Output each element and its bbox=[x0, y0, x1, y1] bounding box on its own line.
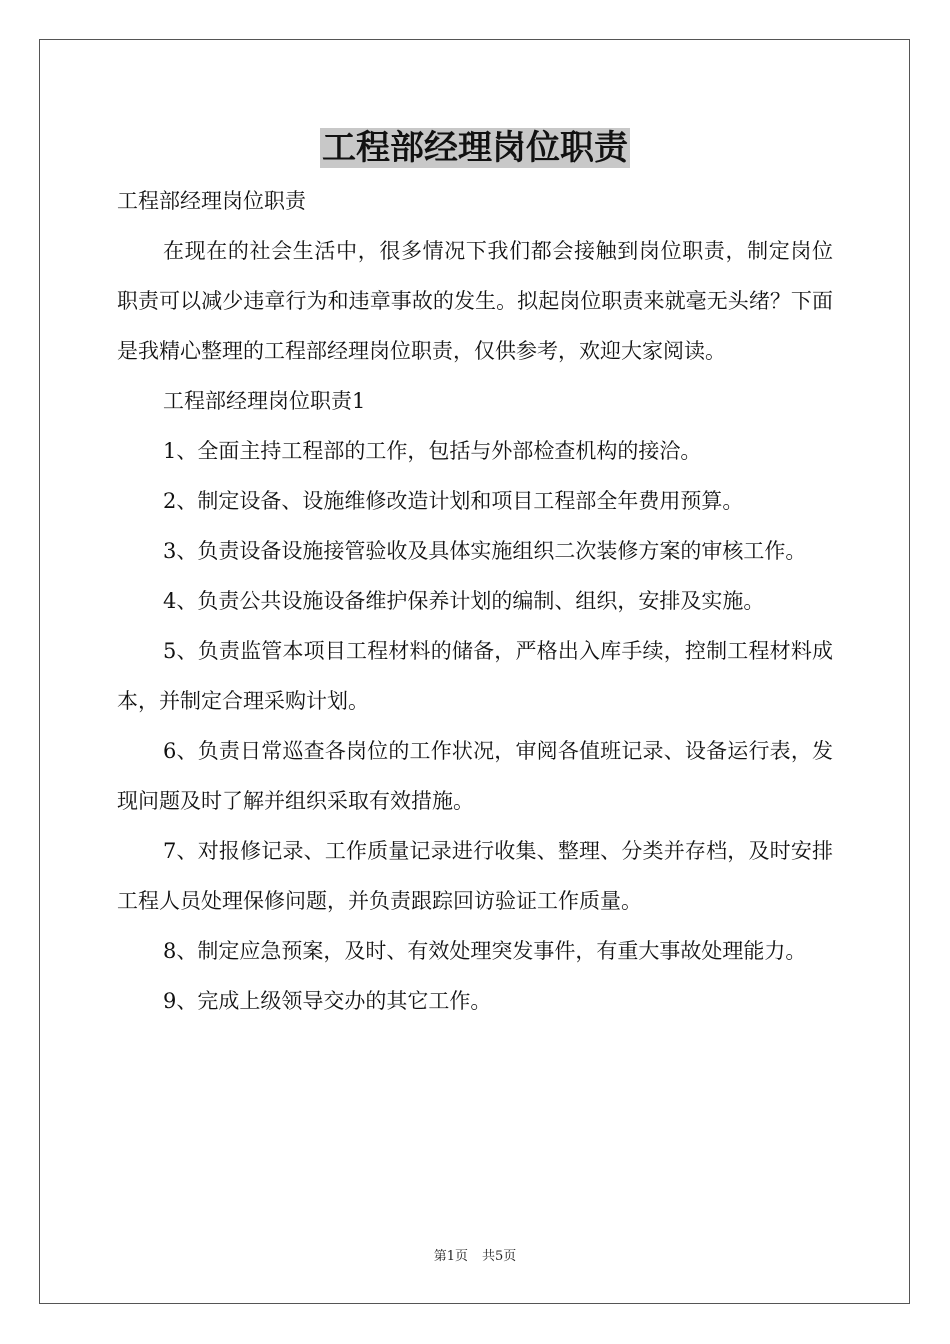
intro-paragraph: 在现在的社会生活中，很多情况下我们都会接触到岗位职责，制定岗位职责可以减少违章行为和违章事故的发生。拟起岗位职责来就毫无头绪？下面是我精心整理的工程部经理岗位职责，仅供参考，欢迎大家阅读。 bbox=[117, 239, 833, 363]
duty-item-5: 5、负责监管本项目工程材料的储备，严格出入库手续，控制工程材料成本，并制定合理采购计划。 bbox=[117, 639, 833, 713]
document-body bbox=[117, 176, 833, 1026]
duty-item-3: 3、负责设备设施接管验收及具体实施组织二次装修方案的审核工作。 bbox=[163, 539, 807, 563]
duty-item-9: 9、完成上级领导交办的其它工作。 bbox=[163, 989, 492, 1013]
document-title-text: 工程部经理岗位职责 bbox=[322, 128, 628, 168]
duty-item-2: 2、制定设备、设施维修改造计划和项目工程部全年费用预算。 bbox=[163, 489, 744, 513]
section-heading: 工程部经理岗位职责1 bbox=[163, 389, 366, 413]
page-total: 共5页 bbox=[482, 1249, 517, 1264]
page-number: 第1页 bbox=[433, 1249, 468, 1264]
page-footer bbox=[0, 1248, 950, 1266]
duty-item-1: 1、全面主持工程部的工作，包括与外部检查机构的接洽。 bbox=[163, 439, 702, 463]
document-subtitle: 工程部经理岗位职责 bbox=[117, 189, 306, 213]
duty-item-8: 8、制定应急预案，及时、有效处理突发事件，有重大事故处理能力。 bbox=[163, 939, 807, 963]
document-title bbox=[0, 126, 950, 170]
duty-item-4: 4、负责公共设施设备维护保养计划的编制、组织，安排及实施。 bbox=[163, 589, 765, 613]
duty-item-7: 7、对报修记录、工作质量记录进行收集、整理、分类并存档，及时安排工程人员处理保修问题，并负责跟踪回访验证工作质量。 bbox=[117, 839, 833, 913]
duty-item-6: 6、负责日常巡查各岗位的工作状况，审阅各值班记录、设备运行表，发现问题及时了解并组织采取有效措施。 bbox=[117, 739, 833, 813]
